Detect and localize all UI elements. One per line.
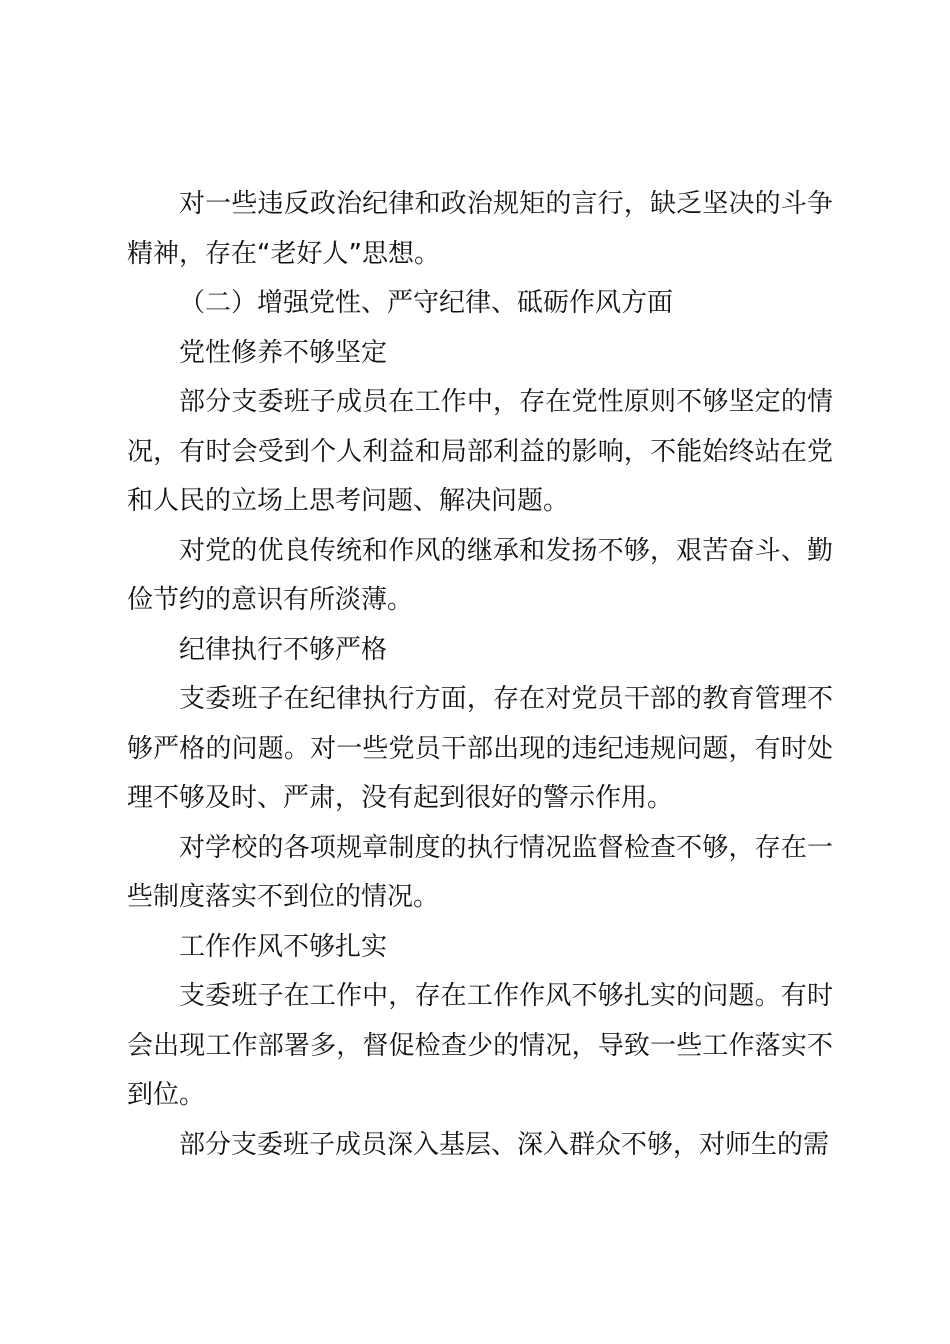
section-heading-party-spirit-discipline-style: （二）增强党性、严守纪律、砥砺作风方面 [179, 288, 674, 318]
paragraph-work-style-problems: 支委班子在工作中，存在工作作风不够扎实的问题。有时会出现工作部署多，督促检查少的情况，导致一些工作落实不到位。 [127, 981, 833, 1110]
paragraph-party-principle: 部分支委班子成员在工作中，存在党性原则不够坚定的情况，有时会受到个人利益和局部利益的影响，不能始终站在党和人民的立场上思考问题、解决问题。 [127, 387, 833, 516]
document-body [127, 180, 833, 1170]
subheading-party-cultivation: 党性修养不够坚定 [179, 337, 388, 368]
paragraph-political-discipline: 对一些违反政治纪律和政治规矩的言行，缺乏坚决的斗争精神，存在“老好人”思想。 [127, 189, 833, 269]
subheading-work-style: 工作作风不够扎实 [179, 931, 388, 962]
paragraph-fine-traditions: 对党的优良传统和作风的继承和发扬不够，艰苦奋斗、勤俭节约的意识有所淡薄。 [127, 535, 833, 615]
paragraph-grassroots-contact: 部分支委班子成员深入基层、深入群众不够，对师生的需 [179, 1129, 830, 1160]
paragraph-discipline-management: 支委班子在纪律执行方面，存在对党员干部的教育管理不够严格的问题。对一些党员干部出现的违纪违规问题，有时处理不够及时、严肃，没有起到很好的警示作用。 [127, 684, 833, 813]
subheading-discipline-enforcement: 纪律执行不够严格 [179, 634, 388, 665]
paragraph-rules-supervision: 对学校的各项规章制度的执行情况监督检查不够，存在一些制度落实不到位的情况。 [127, 832, 833, 912]
